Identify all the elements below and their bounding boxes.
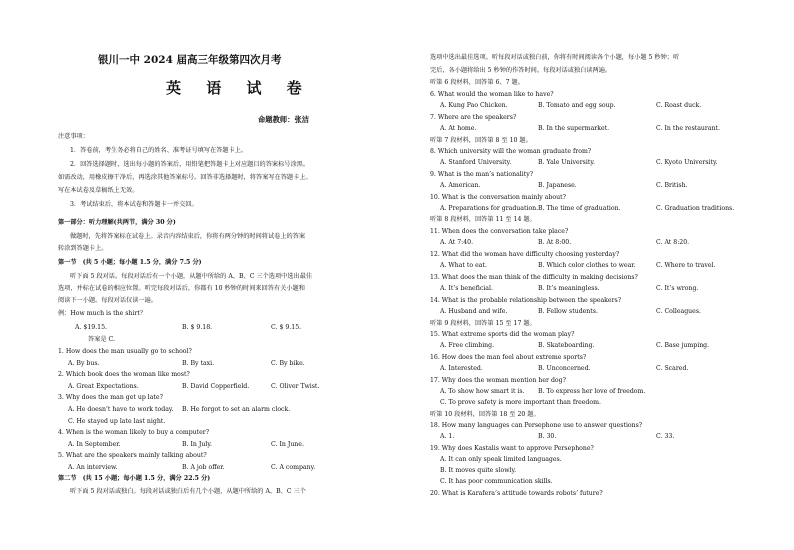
question-text: 11. When does the conversation take place? [430, 228, 569, 235]
option-c: C. Oliver Twist. [271, 383, 320, 390]
example-option-c: C. $ 9.15. [271, 324, 302, 331]
material-heading: 听第 7 段材料，回答第 8 至 10 题。 [430, 137, 532, 144]
note-item: 1．答卷前，考生务必将自己的姓名、准考证号填写在答题卡上。 [70, 147, 248, 154]
option-a: A. He doesn’t have to work today. [68, 406, 174, 413]
part1-intro: 转涂到答题卡上。 [58, 245, 108, 252]
option-a: A. It’s beneficial. [440, 285, 493, 292]
part1-heading: 第一部分：听力理解(共两节，满分 30 分) [58, 219, 176, 226]
option-b: B. He forgot to set an alarm clock. [182, 406, 291, 413]
section2-intro: 完后，各小题将给出 5 秒钟的作答时间。每段对话或独白读两遍。 [430, 67, 612, 74]
option-a: A. It can only speak limited languages. [440, 456, 562, 463]
option-c: C. To prove safety is more important than freedom. [440, 399, 601, 406]
option-b: B. Skateboarding. [538, 342, 595, 349]
option-b: B. Japanese. [538, 182, 577, 189]
question-text: 8. Which university will the woman graduate from? [430, 148, 592, 155]
teacher-line: 命题教师：张洁 [258, 115, 310, 124]
option-c: C. He stayed up late last night. [68, 418, 166, 425]
question-text: 19. Why does Kastalis want to approve Persephone? [430, 445, 594, 452]
question-text: 16. How does the man feel about extreme sports? [430, 354, 587, 361]
option-a: A. An interview. [68, 464, 118, 471]
question-text: 17. Why does the woman mention her dog? [430, 377, 566, 384]
option-b: B. 30. [538, 433, 557, 440]
option-a: A. To show how smart it is. [440, 388, 525, 395]
option-b: B. A job offer. [182, 464, 225, 471]
option-c: C. British. [656, 182, 688, 189]
note-item: 写在本试卷及草稿纸上无效。 [58, 187, 139, 194]
option-c: C. It’s wrong. [656, 285, 699, 292]
option-a: A. At 7:40. [440, 239, 474, 246]
option-c: C. In the restaurant. [656, 125, 720, 132]
option-b: B. It’s meaningless. [538, 285, 600, 292]
question-text: 9. What is the man’s nationality? [430, 171, 534, 178]
material-heading: 听第 6 段材料，回答第 6、7 题。 [430, 79, 524, 86]
exam-title: 银川一中 2024 届高三年级第四次月考 [98, 54, 282, 66]
option-c: C. By bike. [271, 360, 305, 367]
question-text: 3. Why does the man get up late? [58, 394, 163, 401]
example-question: 例：How much is the shirt？ [58, 310, 147, 317]
material-heading: 听第 10 段材料，回答第 18 至 20 题。 [430, 411, 540, 418]
option-a: A. Kung Pao Chicken. [440, 102, 508, 109]
option-c: C. Scared. [656, 365, 689, 372]
option-c: C. At 8:20. [656, 239, 690, 246]
question-text: 1. How does the man usually go to school? [58, 348, 192, 355]
section2-intro: 听下面 5 段对话或独白。每段对话或独白后有几个小题，从题中所给的 A、B、C 三个 [70, 488, 306, 495]
option-b: B. By taxi. [182, 360, 215, 367]
option-b: B. Fellow students. [538, 308, 598, 315]
question-text: 14. What is the probable relationship between the speakers? [430, 297, 622, 304]
subject-title: 英 语 试 卷 [166, 79, 312, 97]
option-c: C. Base jumping. [656, 342, 710, 349]
option-b: B. Yale University. [538, 159, 595, 166]
notes-heading: 注意事项： [58, 133, 89, 140]
option-b: B. Tomato and egg soup. [538, 102, 616, 109]
option-b: B. The time of graduation. [538, 205, 621, 212]
question-text: 4. When is the woman likely to buy a computer? [58, 429, 210, 436]
question-text: 15. What extreme sports did the woman play? [430, 331, 575, 338]
option-c: C. Colleagues. [656, 308, 701, 315]
question-text: 12. What did the woman have difficulty choosing yesterday? [430, 251, 620, 258]
option-a: A. Preparations for graduation. [440, 205, 539, 212]
section1-heading: 第一节 (共 5 小题；每小题 1.5 分，满分 7.5 分) [58, 259, 202, 266]
question-text: 20. What is Karafera’s attitude towards robots’ future? [430, 490, 603, 497]
option-c: C. It has poor communication skills. [440, 478, 553, 485]
option-c: C. 33. [656, 433, 675, 440]
option-a: A. Husband and wife. [440, 308, 508, 315]
option-a: A. Great Expectations. [68, 383, 139, 390]
section1-intro: 选项，并标在试卷的相应位置。听完每段对话后，你都有 10 秒钟的时间来回答有关小题和 [58, 285, 305, 292]
material-heading: 听第 9 段材料，回答第 15 至 17 题。 [430, 320, 536, 327]
section1-intro: 听下面 5 段对话。每段对话后有一个小题，从题中所给的 A、B、C 三个选项中选出最佳 [70, 273, 313, 280]
material-heading: 听第 8 段材料，回答第 11 至 14 题。 [430, 216, 536, 223]
option-b: B. At 8:00. [538, 239, 572, 246]
option-c: C. Roast duck. [656, 102, 702, 109]
option-b: B. Unconcerned. [538, 365, 591, 372]
note-item: 3．考试结束后，将本试卷和答题卡一并交回。 [70, 201, 198, 208]
option-b: B. In July. [182, 441, 212, 448]
left-column [58, 0, 390, 550]
example-answer: 答案是 C. [88, 336, 116, 343]
option-b: B. To express her love of freedom. [538, 388, 646, 395]
note-item: 如需改动，用橡皮擦干净后，再选涂其他答案标号。回答非选择题时，将答案写在答题卡上。 [58, 174, 312, 181]
option-a: A. American. [440, 182, 481, 189]
question-text: 18. How many languages can Persephone use to answer questions? [430, 422, 643, 429]
right-column [430, 0, 765, 550]
section2-intro: 选项中选出最佳选项。听每段对话或独白前，你将有时间阅读各个小题，每小题 5 秒钟；听 [430, 54, 680, 61]
option-b: B. David Copperfield. [182, 383, 250, 390]
question-text: 5. What are the speakers mainly talking about? [58, 452, 207, 459]
option-b: B. It moves quite slowly. [440, 467, 517, 474]
option-a: A. Stanford University. [440, 159, 512, 166]
option-a: A. Free climbing. [440, 342, 495, 349]
example-option-b: B. $ 9.18. [182, 324, 213, 331]
section1-intro: 阅读下一小题。每段对话仅读一遍。 [58, 297, 157, 304]
option-c: C. Kyoto University. [656, 159, 718, 166]
part1-intro: 做题时，先将答案标在试卷上。录音内容结束后，你将有两分钟的时间将试卷上的答案 [70, 233, 306, 240]
option-c: C. Where to travel. [656, 262, 716, 269]
section2-heading: 第二节 (共 15 小题；每小题 1.5 分，满分 22.5 分) [58, 475, 211, 482]
question-text: 7. Where are the speakers? [430, 114, 517, 121]
option-a: A. 1. [440, 433, 455, 440]
question-text: 10. What is the conversation mainly about? [430, 194, 566, 201]
option-c: C. Graduation traditions. [656, 205, 735, 212]
note-item: 2．回答选择题时，选出每小题的答案后，用铅笔把答题卡上对应题目的答案标号涂黑。 [70, 161, 310, 168]
question-text: 6. What would the woman like to have? [430, 91, 554, 98]
option-a: A. What to eat. [440, 262, 487, 269]
option-a: A. In September. [68, 441, 121, 448]
question-text: 2. Which book does the woman like most? [58, 371, 190, 378]
example-option-a: A. $19.15. [75, 324, 108, 331]
option-c: C. In June. [271, 441, 304, 448]
option-a: A. At home. [440, 125, 477, 132]
option-a: A. By bus. [68, 360, 100, 367]
option-c: C. A company. [271, 464, 316, 471]
option-b: B. Which color clothes to wear. [538, 262, 636, 269]
option-a: A. Interested. [440, 365, 483, 372]
option-b: B. In the supermarket. [538, 125, 610, 132]
question-text: 13. What does the man think of the difficulty in making decisions? [430, 274, 638, 281]
